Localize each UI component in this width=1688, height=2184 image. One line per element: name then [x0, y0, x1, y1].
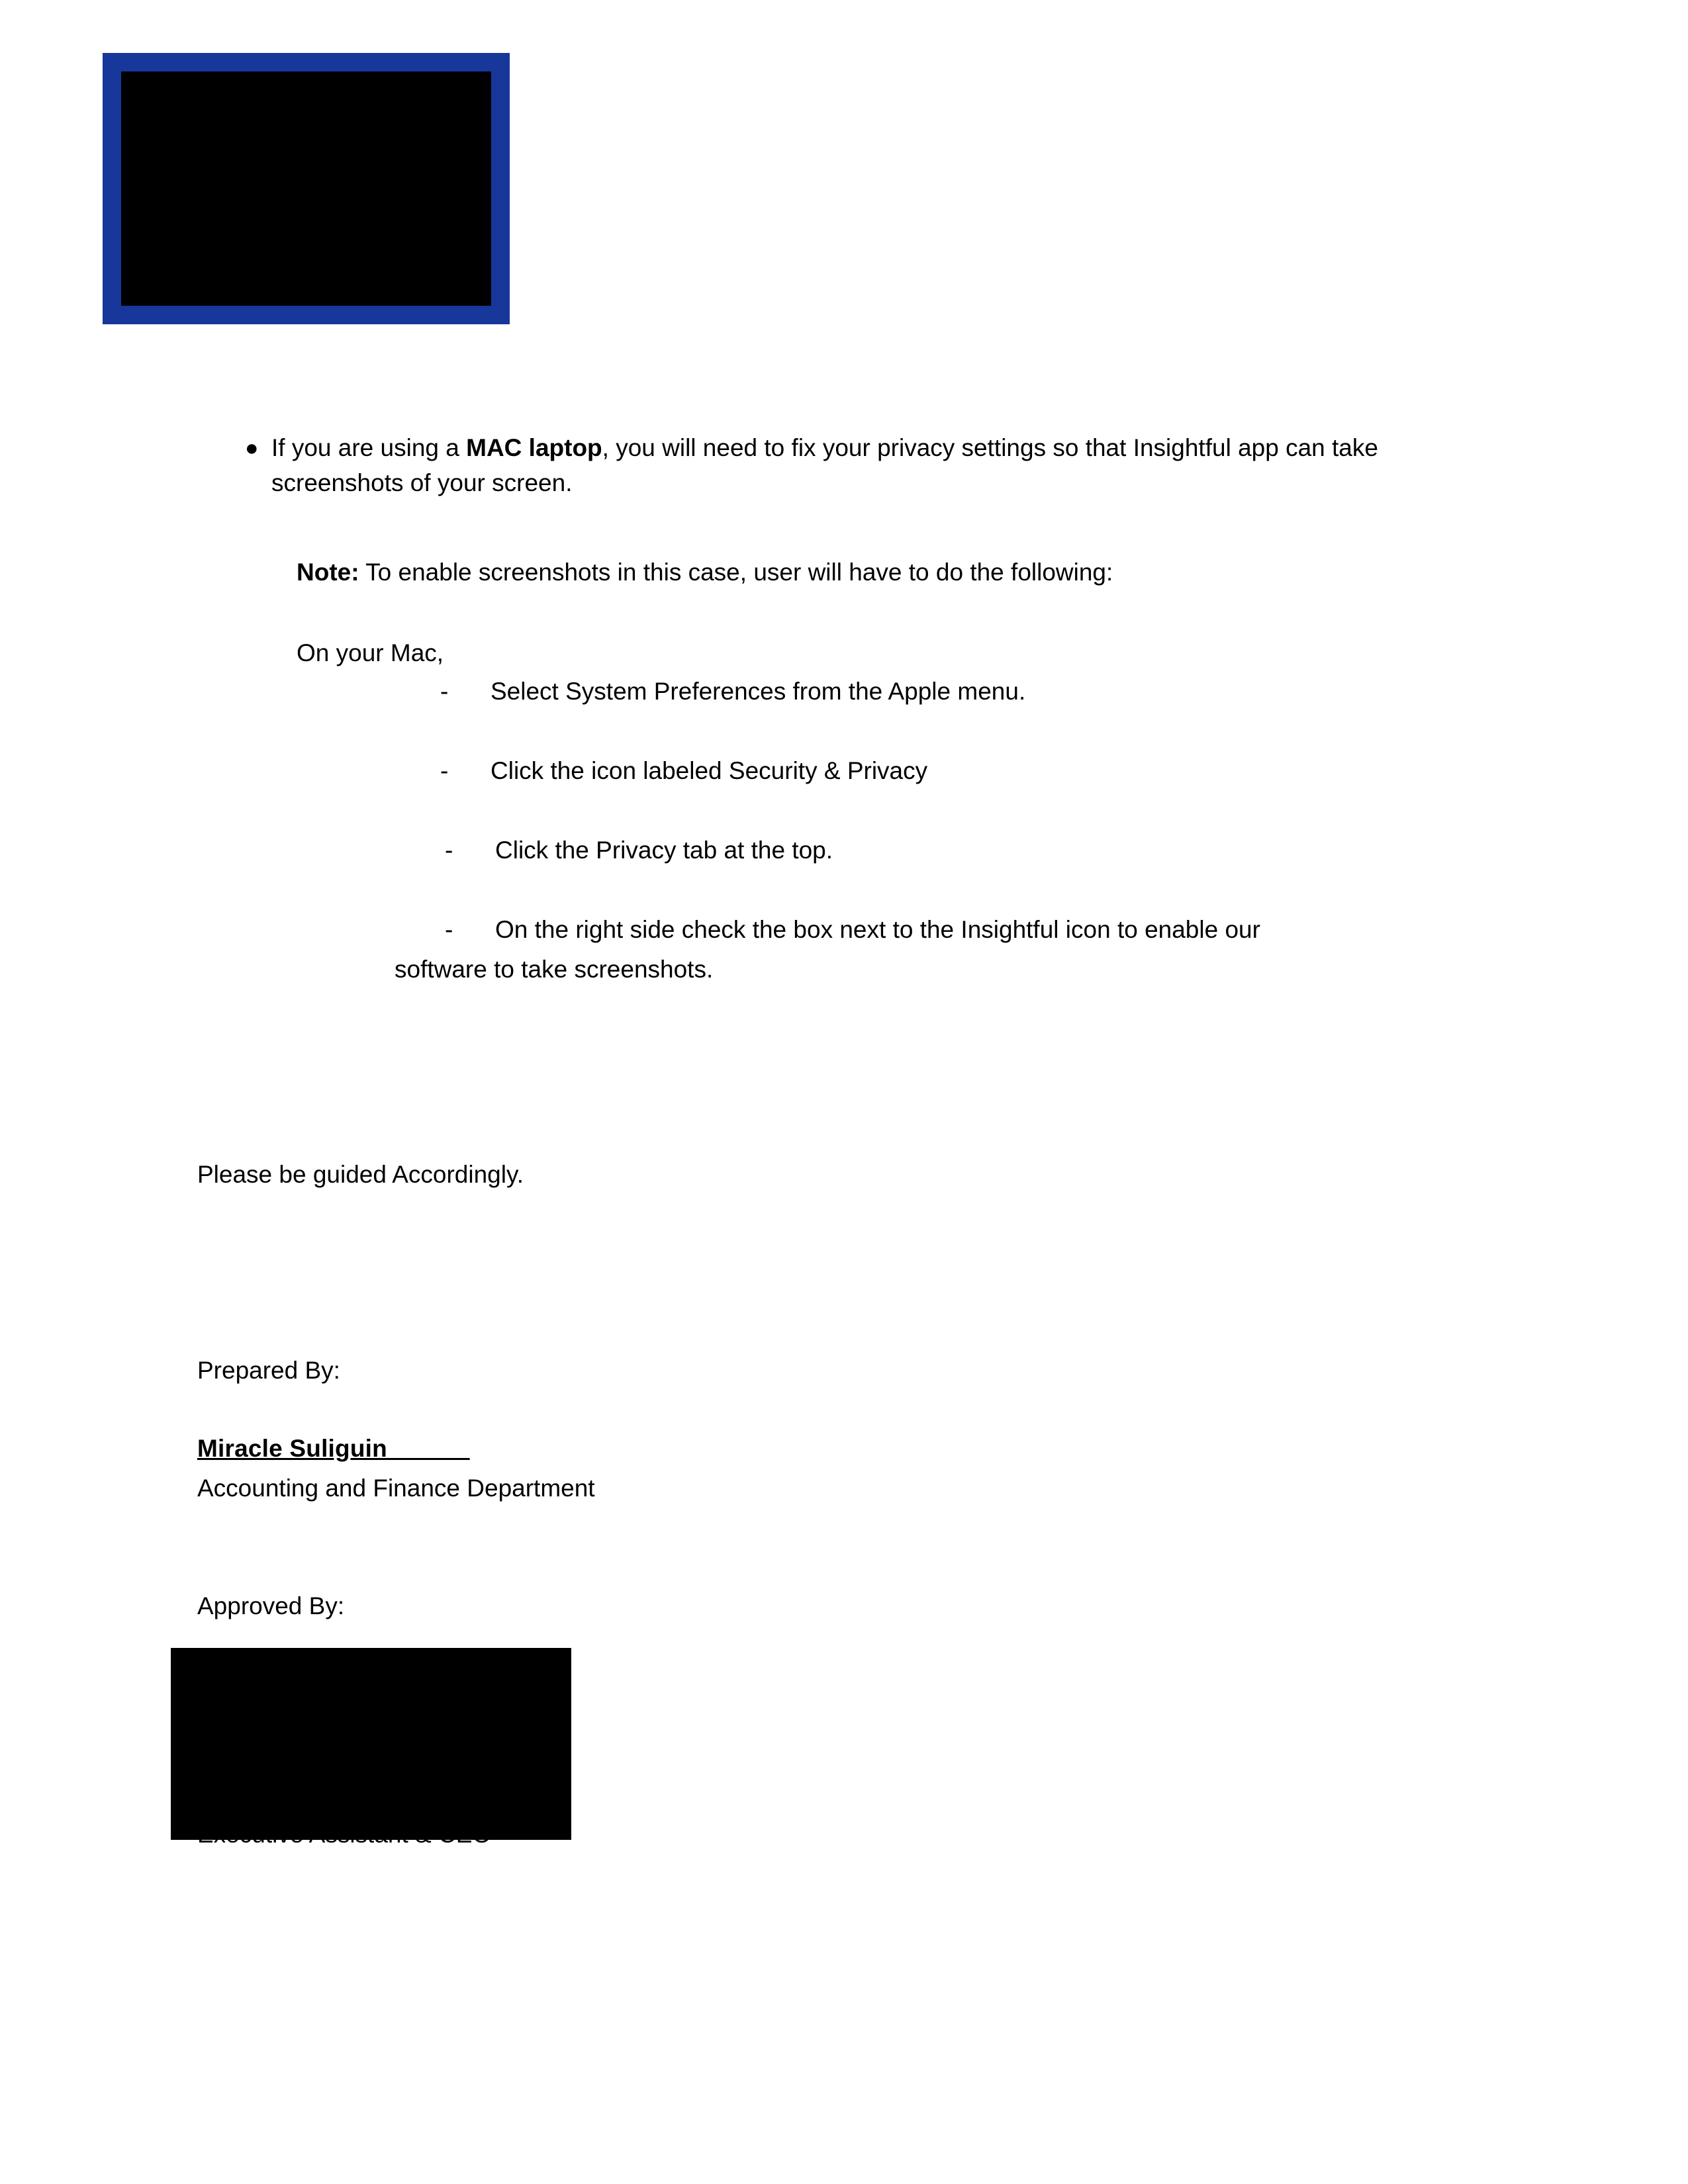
- bullet-text-bold: MAC laptop: [466, 434, 602, 461]
- step-dash-3: -: [445, 837, 453, 864]
- company-logo: [103, 53, 510, 324]
- step-text-1: Select System Preferences from the Apple menu.: [491, 678, 1026, 705]
- note-text: To enable screenshots in this case, user will have to do the following:: [359, 559, 1113, 586]
- prepared-by-label: Prepared By:: [197, 1357, 340, 1384]
- bullet-item-mac-laptop: [245, 430, 1489, 501]
- step-item-1: [440, 674, 1566, 709]
- step-text-2: Click the icon labeled Security & Privacy: [491, 757, 928, 784]
- bullet-item-text: [271, 430, 1489, 501]
- prepared-by-name: Miracle Suliguin______: [197, 1435, 470, 1462]
- approved-by-label: Approved By:: [197, 1592, 345, 1619]
- logo-redaction: [121, 71, 491, 306]
- bullet-marker-icon: ●: [245, 435, 259, 461]
- note-paragraph: [297, 555, 1488, 590]
- step-item-4: [445, 912, 1491, 947]
- step-dash-2: -: [440, 757, 449, 784]
- step-item-3: [445, 833, 1570, 868]
- bullet-text-after: , you will need to fix your privacy settings so that Insightful app can take screenshots of your screen.: [271, 434, 1378, 497]
- closing-line: Please be guided Accordingly.: [197, 1161, 524, 1188]
- step-dash-4: -: [445, 916, 453, 943]
- signature-redaction: [171, 1648, 571, 1840]
- note-label: Note:: [297, 559, 359, 586]
- step-dash-1: -: [440, 678, 449, 705]
- on-your-mac-line: On your Mac,: [297, 639, 444, 666]
- step-text-3: Click the Privacy tab at the top.: [495, 837, 833, 864]
- bullet-text-before: If you are using a: [271, 434, 467, 461]
- step-item-2: [440, 753, 1566, 788]
- step-text-4: On the right side check the box next to the Insightful icon to enable our: [495, 916, 1260, 943]
- step-item-4-continuation: software to take screenshots.: [395, 956, 714, 983]
- prepared-by-department: Accounting and Finance Department: [197, 1475, 595, 1502]
